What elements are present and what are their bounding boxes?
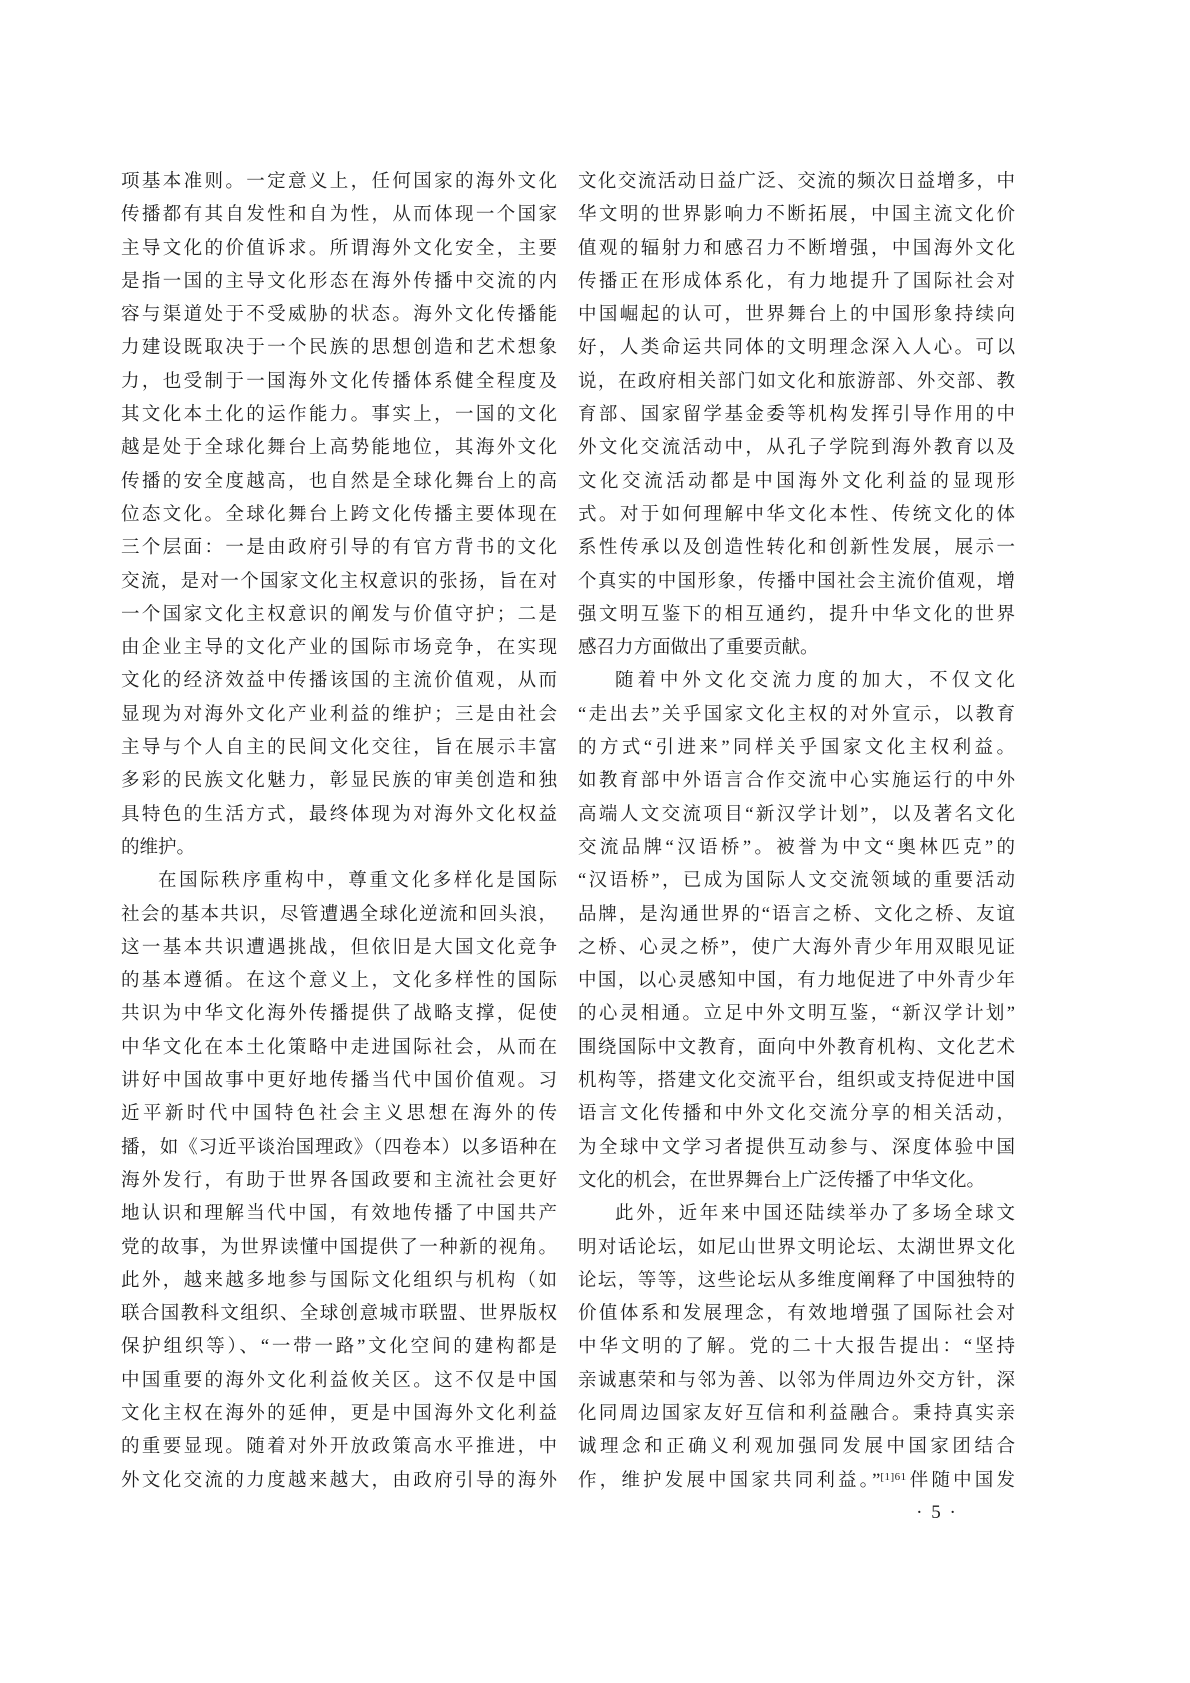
- text-line: 显现为对海外文化产业利益的维护；三是由社会: [121, 704, 557, 725]
- text-line: 海外发行，有助于世界各国政要和主流社会更好: [121, 1170, 557, 1191]
- text-line: 的维护。: [121, 837, 196, 858]
- text-line: 诚理念和正确义利观加强同发展中国家团结合: [578, 1437, 1015, 1458]
- text-line: 育部、国家留学基金委等机构发挥引导作用的中: [578, 405, 1015, 426]
- text-line: 此外，越来越多地参与国际文化组织与机构（如: [121, 1270, 557, 1291]
- text-line: 传播正在形成体系化，有力地提升了国际社会对: [578, 271, 1015, 292]
- text-line: 为全球中文学习者提供互动参与、深度体验中国: [578, 1137, 1015, 1158]
- text-line: 项基本准则。一定意义上，任何国家的海外文化: [121, 172, 557, 192]
- text-line: 地认识和理解当代中国，有效地传播了中国共产: [121, 1204, 557, 1225]
- text-line: 随着中外文化交流力度的加大，不仅文化: [615, 671, 1015, 692]
- text-line: 中国，以心灵感知中国，有力地促进了中外青少年: [578, 971, 1015, 992]
- text-line: [578, 1465, 1015, 1498]
- text-line: 容与渠道处于不受威胁的状态。海外文化传播能: [121, 305, 557, 326]
- text-line: 说，在政府相关部门如文化和旅游部、外交部、教: [578, 371, 1015, 392]
- text-line: 的基本遵循。在这个意义上，文化多样性的国际: [121, 971, 557, 992]
- text-line: 交流品牌“汉语桥”。被誉为中文“奥林匹克”的: [578, 837, 1015, 858]
- text-line: 的心灵相通。立足中外文明互鉴，“新汉学计划”: [578, 1004, 1015, 1025]
- text-line: 好，人类命运共同体的文明理念深入人心。可以: [578, 338, 1015, 359]
- text-line: 播，如《习近平谈治国理政》（四卷本）以多语种在: [121, 1137, 557, 1158]
- text-line: 是指一国的主导文化形态在海外传播中交流的内: [121, 271, 557, 292]
- text-line: 党的故事，为世界读懂中国提供了一种新的视角。: [121, 1237, 557, 1258]
- text-line: 由企业主导的文化产业的国际市场竞争，在实现: [121, 638, 557, 659]
- text-line: 亲诚惠荣和与邻为善、以邻为伴周边外交方针，深: [578, 1370, 1015, 1391]
- text-line: 围绕国际中文教育，面向中外教育机构、文化艺术: [578, 1037, 1015, 1058]
- text-line: 共识为中华文化海外传播提供了战略支撑，促使: [121, 1004, 557, 1025]
- text-line: 传播的安全度越高，也自然是全球化舞台上的高: [121, 471, 557, 492]
- text-line: 近平新时代中国特色社会主义思想在海外的传: [121, 1104, 557, 1125]
- text-line: 一个国家文化主权意识的阐发与价值守护；二是: [121, 604, 557, 625]
- text-line: 文化的机会，在世界舞台上广泛传播了中华文化。: [578, 1170, 986, 1191]
- right-text-column: [578, 166, 1015, 1498]
- text-line: 其文化本土化的运作能力。事实上，一国的文化: [121, 405, 557, 426]
- text-line: 传播都有其自发性和自为性，从而体现一个国家: [121, 205, 557, 226]
- text-segment: 作，维护发展中国家共同利益。”: [578, 1470, 881, 1491]
- text-line: 强文明互鉴下的相互通约，提升中华文化的世界: [578, 604, 1015, 625]
- text-line: “走出去”关乎国家文化主权的对外宣示，以教育: [578, 704, 1015, 725]
- text-line: 的重要显现。随着对外开放政策高水平推进，中: [121, 1437, 557, 1458]
- text-line: 文化主权在海外的延伸，更是中国海外文化利益: [121, 1403, 557, 1424]
- text-line: 中华文明的了解。党的二十大报告提出：“坚持: [578, 1337, 1015, 1358]
- text-line: 具特色的生活方式，最终体现为对海外文化权益: [121, 804, 557, 825]
- text-line: 这一基本共识遭遇挑战，但依旧是大国文化竞争: [121, 937, 557, 958]
- text-line: 中华文化在本土化策略中走进国际社会，从而在: [121, 1037, 557, 1058]
- text-line: 主导与个人自主的民间文化交往，旨在展示丰富: [121, 738, 557, 759]
- text-line: 越是处于全球化舞台上高势能地位，其海外文化: [121, 438, 557, 459]
- text-line: 位态文化。全球化舞台上跨文化传播主要体现在: [121, 504, 557, 525]
- text-line: 中国崛起的认可，世界舞台上的中国形象持续向: [578, 305, 1015, 326]
- text-line: 高端人文交流项目“新汉学计划”，以及著名文化: [578, 804, 1015, 825]
- text-line: 力，也受制于一国海外文化传播体系健全程度及: [121, 371, 557, 392]
- text-line: 华文明的世界影响力不断拓展，中国主流文化价: [578, 205, 1015, 226]
- text-line: 力建设既取决于一个民族的思想创造和艺术想象: [121, 338, 557, 359]
- text-line: 式。对于如何理解中华文化本性、传统文化的体: [578, 504, 1015, 525]
- text-line: 外文化交流的力度越来越大，由政府引导的海外: [121, 1470, 557, 1491]
- text-line: 文化交流活动都是中国海外文化利益的显现形: [578, 471, 1015, 492]
- text-line: 系性传承以及创造性转化和创新性发展，展示一: [578, 538, 1015, 559]
- text-line: 机构等，搭建文化交流平台，组织或支持促进中国: [578, 1071, 1015, 1092]
- text-line: 品牌，是沟通世界的“语言之桥、文化之桥、友谊: [578, 904, 1015, 925]
- text-line: 三个层面：一是由政府引导的有官方背书的文化: [121, 538, 557, 559]
- text-line: 语言文化传播和中外文化交流分享的相关活动，: [578, 1104, 1015, 1125]
- text-line: 感召力方面做出了重要贡献。: [578, 638, 819, 659]
- text-line: 论坛，等等，这些论坛从多维度阐释了中国独特的: [578, 1270, 1015, 1291]
- text-line: 保护组织等）、“一带一路”文化空间的建构都是: [121, 1337, 557, 1358]
- text-line: 明对话论坛，如尼山世界文明论坛、太湖世界文化: [578, 1237, 1015, 1258]
- page-number: · 5 ·: [916, 1502, 958, 1523]
- text-line: 化同周边国家友好互信和利益融合。秉持真实亲: [578, 1403, 1015, 1424]
- text-line: 此外，近年来中国还陆续举办了多场全球文: [615, 1204, 1015, 1225]
- text-line: 如教育部中外语言合作交流中心实施运行的中外: [578, 771, 1015, 792]
- text-line: 在国际秩序重构中，尊重文化多样化是国际: [158, 871, 557, 892]
- text-line: 讲好中国故事中更好地传播当代中国价值观。习: [121, 1071, 557, 1092]
- text-line: 交流，是对一个国家文化主权意识的张扬，旨在对: [121, 571, 557, 592]
- text-line: 文化的经济效益中传播该国的主流价值观，从而: [121, 671, 557, 692]
- citation-marker: [1]61: [880, 1470, 907, 1483]
- text-line: 个真实的中国形象，传播中国社会主流价值观，增: [578, 571, 1015, 592]
- text-line: 文化交流活动日益广泛、交流的频次日益增多，中: [578, 172, 1015, 192]
- text-line: 社会的基本共识，尽管遭遇全球化逆流和回头浪，: [121, 904, 557, 925]
- text-line: 之桥、心灵之桥”，使广大海外青少年用双眼见证: [578, 937, 1015, 958]
- left-text-column: [121, 166, 557, 1498]
- text-line: 主导文化的价值诉求。所谓海外文化安全，主要: [121, 238, 557, 259]
- text-line: 多彩的民族文化魅力，彰显民族的审美创造和独: [121, 771, 557, 792]
- text-line: 价值体系和发展理念，有效地增强了国际社会对: [578, 1304, 1015, 1325]
- text-line: “汉语桥”，已成为国际人文交流领域的重要活动: [578, 871, 1015, 892]
- text-line: 中国重要的海外文化利益攸关区。这不仅是中国: [121, 1370, 557, 1391]
- text-line: 值观的辐射力和感召力不断增强，中国海外文化: [578, 238, 1015, 259]
- text-segment: 伴随中国发: [906, 1470, 1015, 1491]
- text-line: 的方式“引进来”同样关乎国家文化主权利益。: [578, 738, 1015, 759]
- text-line: 联合国教科文组织、全球创意城市联盟、世界版权: [121, 1304, 557, 1325]
- text-line: 外文化交流活动中，从孔子学院到海外教育以及: [578, 438, 1015, 459]
